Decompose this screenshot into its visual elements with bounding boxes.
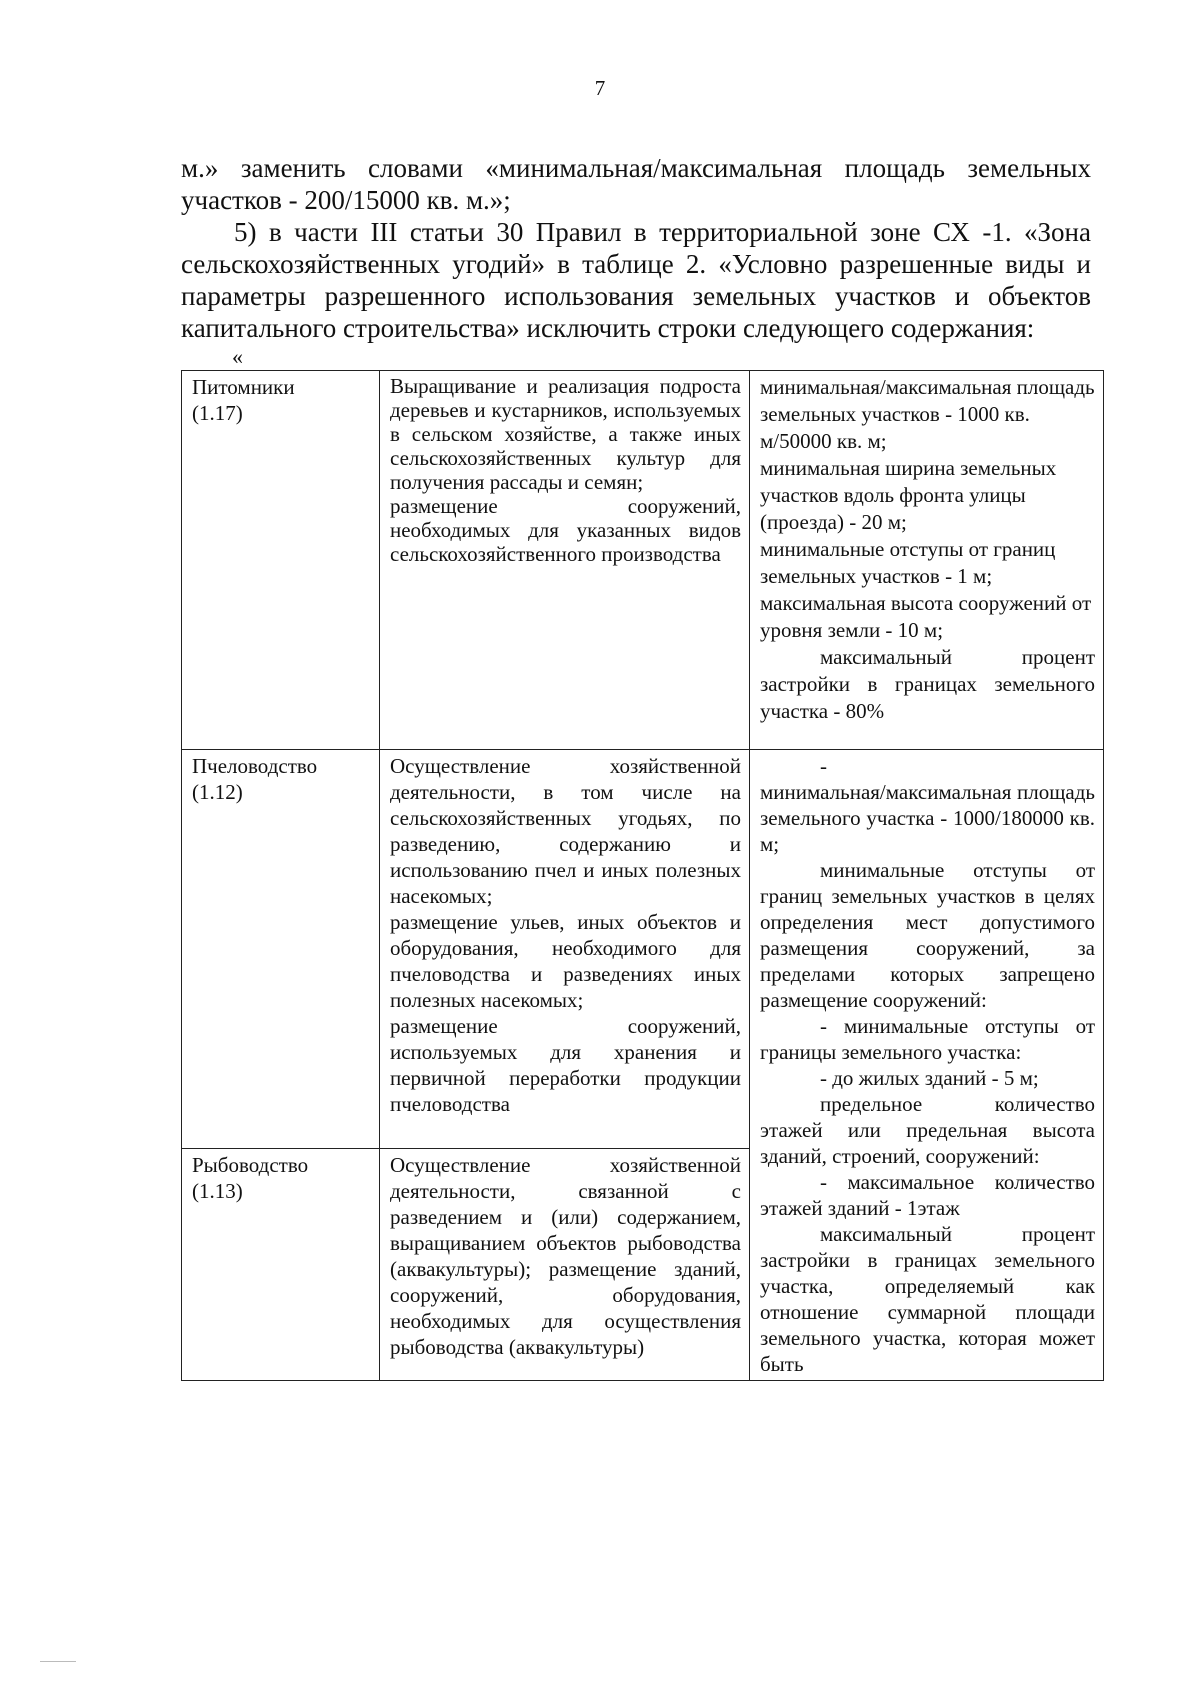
- parameters-cell-shared: [750, 750, 1104, 1381]
- use-type-name: Рыбоводство: [192, 1153, 309, 1178]
- description-paragraph: размещение сооружений, необходимых для указанных видов сельскохозяйственного производства: [390, 494, 741, 566]
- description-paragraph: размещение сооружений, используемых для хранения и первичной переработки продукции пчеловодства: [390, 1014, 741, 1116]
- scan-edge-mark: [40, 1661, 76, 1662]
- use-type-name: Пчеловодство: [192, 754, 318, 778]
- parameter-paragraph: - минимальные отступы от границы земельного участка:: [760, 1014, 1095, 1064]
- parameter-paragraph: минимальная ширина земельных участков вдоль фронта улицы (проезда) - 20 м;: [760, 456, 1057, 534]
- use-type-cell: [182, 1149, 380, 1381]
- table-row: [182, 371, 1104, 750]
- description-cell: [380, 371, 750, 750]
- use-type-cell: [182, 750, 380, 1149]
- table-row: [182, 750, 1104, 1149]
- opening-quote: «: [232, 344, 243, 369]
- parameter-paragraph: максимальная высота сооружений от уровня земли - 10 м;: [760, 591, 1092, 642]
- use-type-code: (1.13): [192, 1179, 243, 1204]
- use-type-name: Питомники: [192, 375, 295, 399]
- use-type-code: (1.17): [192, 401, 243, 425]
- description-paragraph: размещение ульев, иных объектов и оборудования, необходимого для пчеловодства и разведениях иных полезных насекомых;: [390, 910, 741, 1012]
- description-cell: [380, 1149, 750, 1381]
- intro-text: [181, 152, 1091, 344]
- parameter-paragraph: минимальные отступы от границ земельных участков в целях определения мест допустимого размещения сооружений, за пределами которых запрещено размещение сооружений:: [760, 858, 1095, 1012]
- parameter-paragraph: минимальные отступы от границ земельных участков - 1 м;: [760, 537, 1056, 588]
- description-paragraph: Осуществление хозяйственной деятельности, в том числе на сельскохозяйственных угодьях, по разведению, содержанию и использованию пчел и иных полезных насекомых;: [390, 754, 741, 908]
- parameter-paragraph: -: [820, 754, 827, 778]
- description-paragraph: Выращивание и реализация подроста деревьев и кустарников, используемых в сельском хозяйстве, а также иных сельскохозяйственных культур для получения рассады и семян;: [390, 374, 741, 494]
- parameter-paragraph: предельное количество этажей или предельная высота зданий, строений, сооружений:: [760, 1092, 1095, 1168]
- description-paragraph: Осуществление хозяйственной деятельности, связанной с разведением и (или) содержанием, выращиванием объектов рыбоводства (аквакультуры); размещение зданий, сооружений, оборудования, необходимых для осуществления рыбоводства (аквакультуры): [390, 1153, 741, 1360]
- parameter-paragraph: максимальный процент застройки в границах земельного участка, определяемый как отношение суммарной площади земельного участка, которая может быть: [760, 1222, 1095, 1376]
- parameter-paragraph: - максимальное количество этажей зданий - 1этаж: [760, 1170, 1095, 1220]
- parameter-paragraph: максимальный процент застройки в границах земельного участка - 80%: [760, 645, 1095, 723]
- intro-paragraph-1: м.» заменить словами «минимальная/максимальная площадь земельных участков - 200/15000 кв. м.»;: [181, 153, 1091, 215]
- use-type-code: (1.12): [192, 780, 243, 804]
- intro-paragraph-2: 5) в части III статьи 30 Правил в территориальной зоне СХ -1. «Зона сельскохозяйственных угодий» в таблице 2. «Условно разрешенные виды и параметры разрешенного использования земельных участков и объектов капитального строительства» исключить строки следующего содержания:: [181, 217, 1091, 343]
- page-number: 7: [594, 76, 606, 100]
- use-type-cell: [182, 371, 380, 750]
- parameter-paragraph: минимальная/максимальная площадь земельных участков - 1000 кв. м/50000 кв. м;: [760, 375, 1095, 453]
- parameter-paragraph: - до жилых зданий - 5 м;: [820, 1066, 1039, 1090]
- parameter-paragraph: минимальная/максимальная площадь земельного участка - 1000/180000 кв. м;: [760, 780, 1095, 856]
- excluded-rows-table: [181, 370, 1104, 1381]
- parameters-cell: [750, 371, 1104, 750]
- description-cell: [380, 750, 750, 1149]
